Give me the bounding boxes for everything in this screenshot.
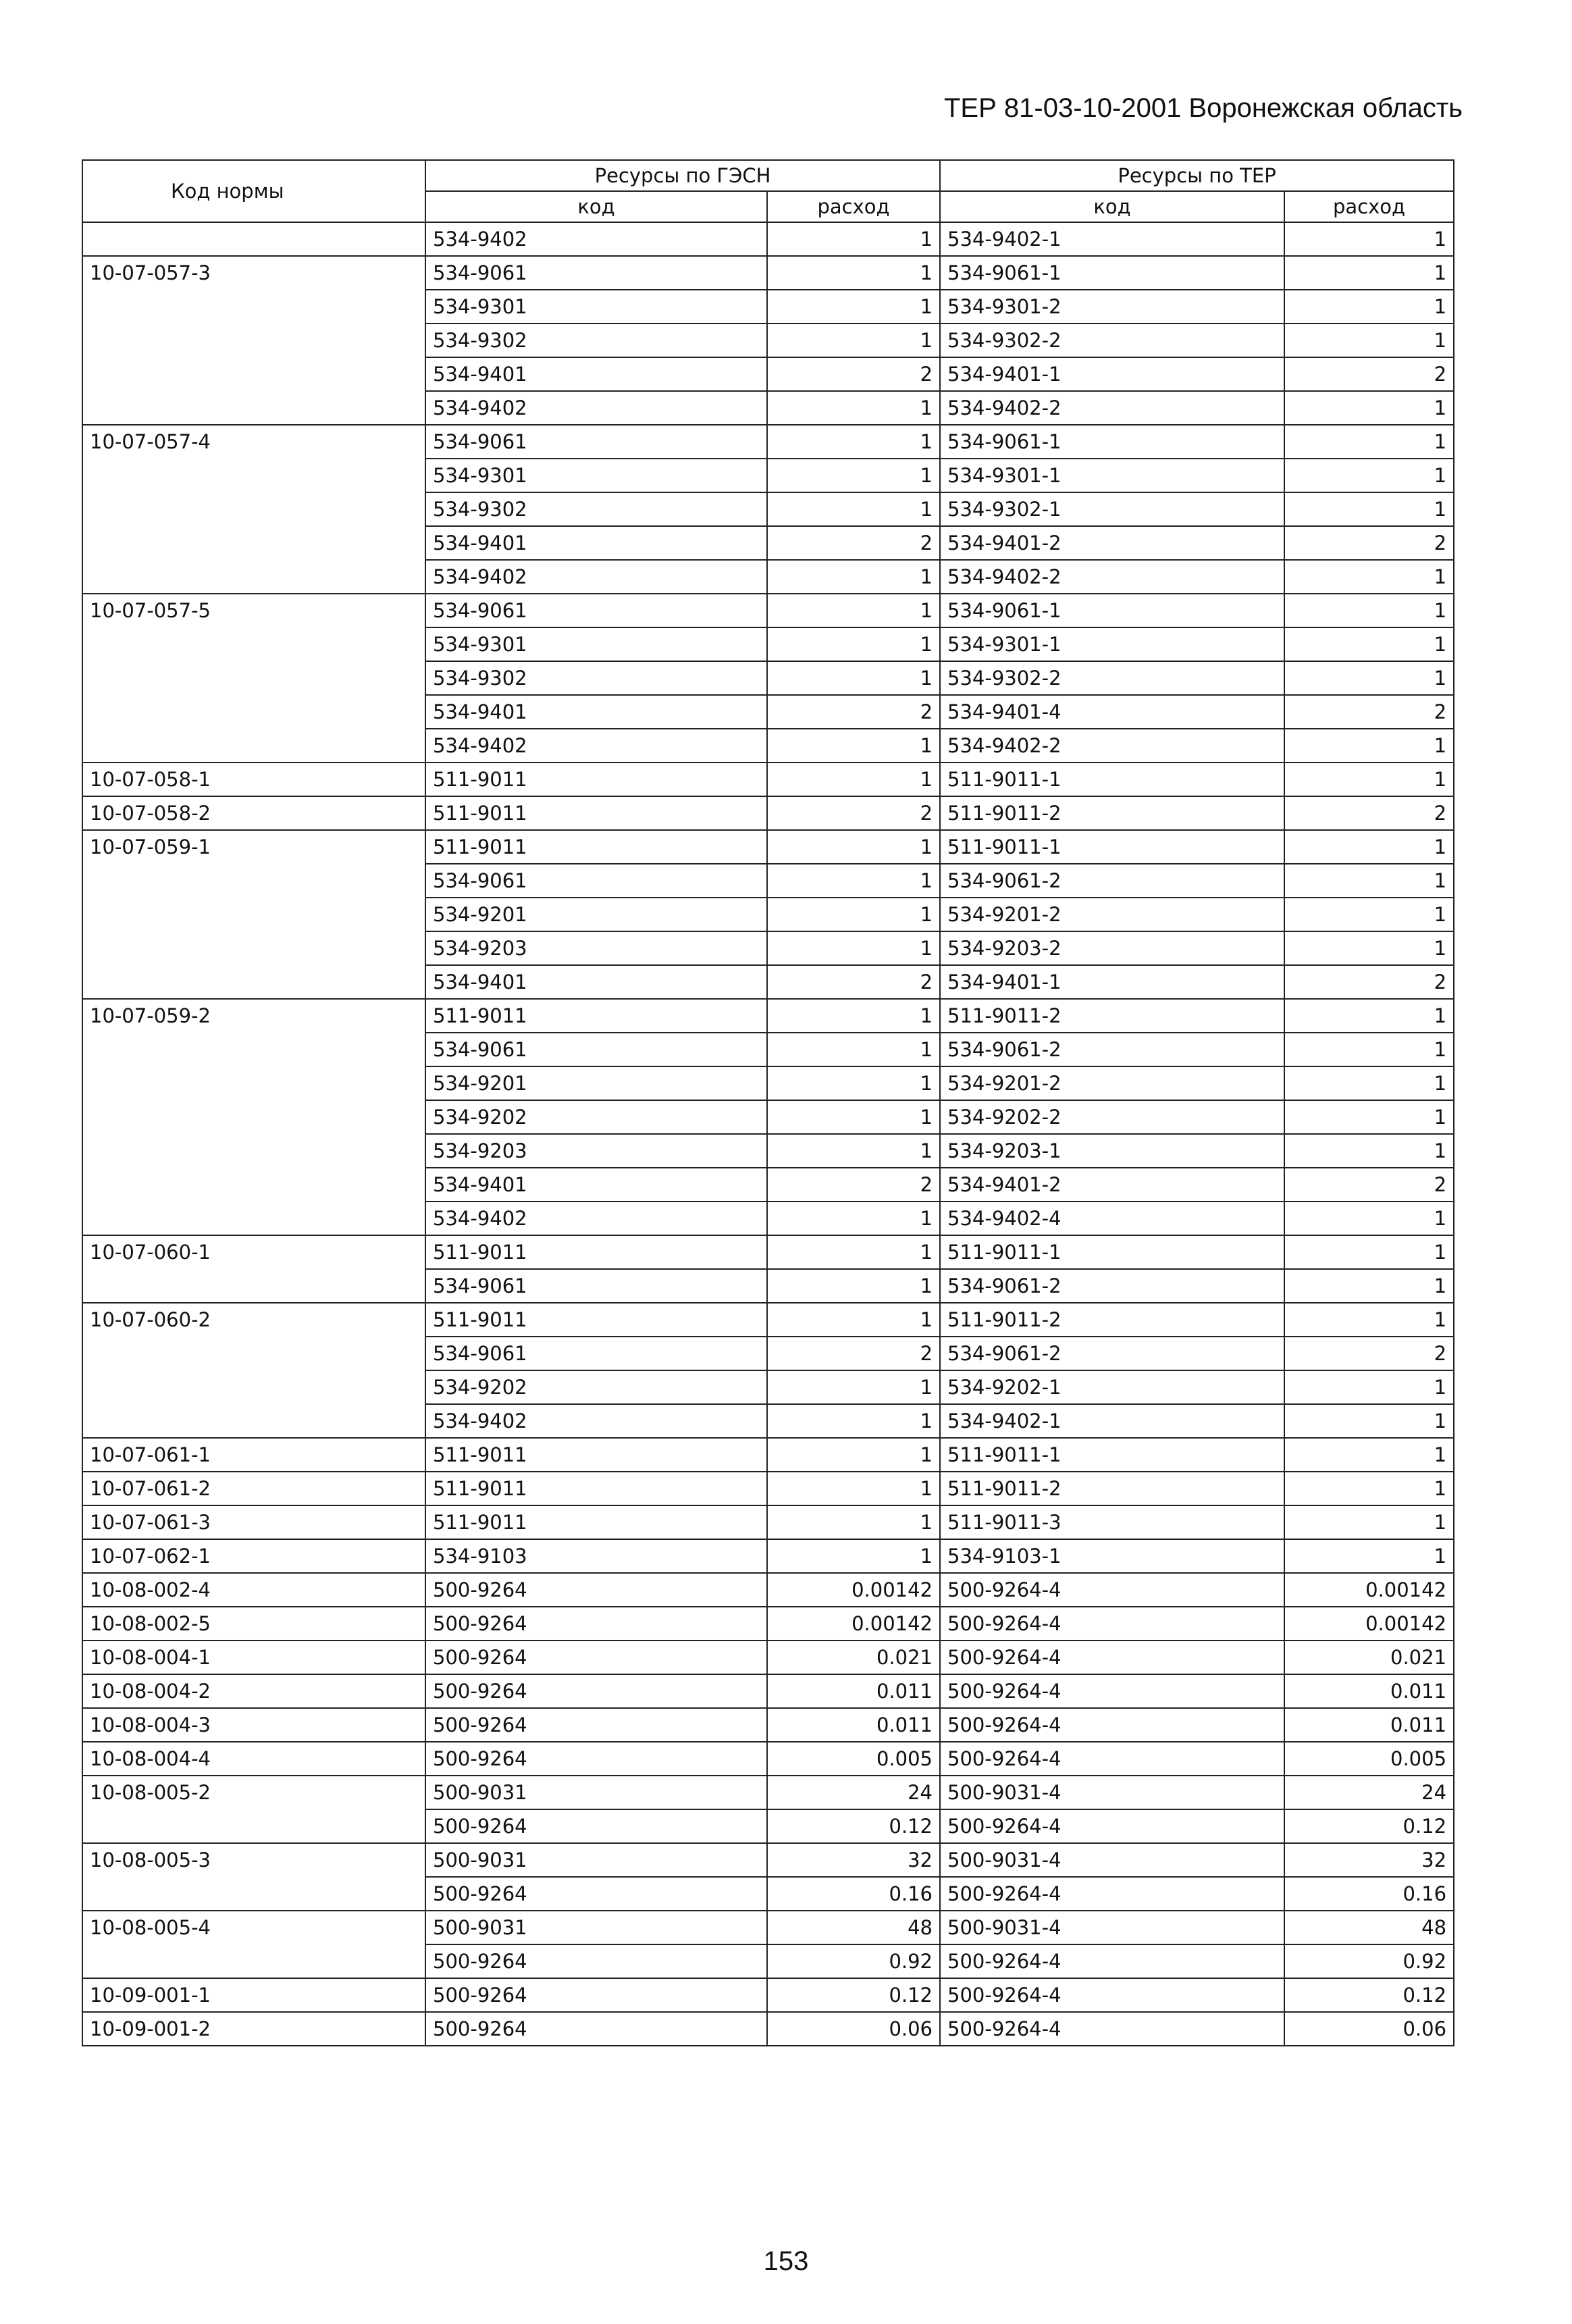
header-ter-code: код: [940, 191, 1284, 222]
table-row: [82, 1742, 1454, 1776]
ter-code-cell: 500-9264-4: [940, 1607, 1284, 1641]
ter-code-cell: 534-9401-1: [940, 357, 1284, 391]
gesn-rate-cell: 2: [767, 796, 940, 830]
norm-code-cell: 10-08-004-1: [82, 1641, 425, 1674]
gesn-rate-cell: 1: [767, 763, 940, 796]
ter-code-cell: 534-9302-1: [940, 492, 1284, 526]
resource-table: [82, 159, 1455, 2046]
ter-code-cell: 534-9061-2: [940, 1337, 1284, 1370]
gesn-rate-cell: 0.00142: [767, 1607, 940, 1641]
gesn-code-cell: 500-9264: [425, 1742, 767, 1776]
gesn-code-cell: 534-9301: [425, 459, 767, 492]
gesn-code-cell: 534-9302: [425, 324, 767, 357]
ter-code-cell: 534-9201-2: [940, 1066, 1284, 1100]
table-row: [82, 1438, 1454, 1472]
ter-rate-cell: 0.005: [1284, 1742, 1454, 1776]
gesn-rate-cell: 1: [767, 1438, 940, 1472]
ter-rate-cell: 0.12: [1284, 1978, 1454, 2012]
ter-code-cell: 500-9264-4: [940, 1877, 1284, 1911]
ter-rate-cell: 0.06: [1284, 2012, 1454, 2046]
ter-rate-cell: 2: [1284, 1168, 1454, 1202]
gesn-rate-cell: 1: [767, 1472, 940, 1505]
gesn-code-cell: 534-9401: [425, 526, 767, 560]
table-row: [82, 594, 1454, 627]
page-number: 153: [763, 2246, 809, 2276]
ter-rate-cell: 1: [1284, 324, 1454, 357]
table-row: [82, 1607, 1454, 1641]
table-row: [82, 1978, 1454, 2012]
gesn-rate-cell: 1: [767, 459, 940, 492]
ter-rate-cell: 1: [1284, 729, 1454, 763]
ter-code-cell: 500-9264-4: [940, 1674, 1284, 1708]
ter-code-cell: 534-9201-2: [940, 898, 1284, 931]
gesn-code-cell: 534-9402: [425, 1404, 767, 1438]
gesn-code-cell: 511-9011: [425, 1438, 767, 1472]
gesn-code-cell: 534-9402: [425, 1202, 767, 1235]
norm-code-cell: [82, 222, 425, 256]
norm-code-cell: 10-07-060-2: [82, 1303, 425, 1438]
norm-code-cell: 10-07-059-2: [82, 999, 425, 1235]
gesn-rate-cell: 1: [767, 1134, 940, 1168]
ter-rate-cell: 0.12: [1284, 1809, 1454, 1843]
ter-code-cell: 534-9301-2: [940, 290, 1284, 324]
ter-code-cell: 534-9203-1: [940, 1134, 1284, 1168]
gesn-code-cell: 534-9201: [425, 898, 767, 931]
norm-code-cell: 10-08-005-4: [82, 1911, 425, 1978]
gesn-code-cell: 500-9264: [425, 1978, 767, 2012]
gesn-rate-cell: 48: [767, 1911, 940, 1944]
ter-rate-cell: 1: [1284, 864, 1454, 898]
ter-code-cell: 534-9061-2: [940, 1269, 1284, 1303]
gesn-rate-cell: 1: [767, 222, 940, 256]
ter-rate-cell: 1: [1284, 1269, 1454, 1303]
table-row: [82, 830, 1454, 864]
table-row: [82, 796, 1454, 830]
ter-code-cell: 500-9264-4: [940, 1809, 1284, 1843]
norm-code-cell: 10-08-002-5: [82, 1607, 425, 1641]
table-row: [82, 222, 1454, 256]
norm-code-cell: 10-07-057-5: [82, 594, 425, 763]
ter-code-cell: 511-9011-1: [940, 1438, 1284, 1472]
ter-code-cell: 534-9061-1: [940, 256, 1284, 290]
ter-code-cell: 534-9401-1: [940, 965, 1284, 999]
gesn-code-cell: 511-9011: [425, 1303, 767, 1337]
ter-code-cell: 534-9061-2: [940, 1033, 1284, 1066]
ter-rate-cell: 2: [1284, 796, 1454, 830]
ter-rate-cell: 0.00142: [1284, 1607, 1454, 1641]
ter-rate-cell: 1: [1284, 492, 1454, 526]
gesn-code-cell: 534-9302: [425, 492, 767, 526]
header-ter-resources: Ресурсы по ТЕР: [940, 160, 1454, 191]
ter-rate-cell: 1: [1284, 898, 1454, 931]
ter-code-cell: 534-9401-4: [940, 695, 1284, 729]
gesn-code-cell: 534-9061: [425, 1033, 767, 1066]
gesn-rate-cell: 1: [767, 1269, 940, 1303]
ter-code-cell: 500-9264-4: [940, 1978, 1284, 2012]
gesn-rate-cell: 24: [767, 1776, 940, 1809]
table-row: [82, 1573, 1454, 1607]
norm-code-cell: 10-07-058-1: [82, 763, 425, 796]
norm-code-cell: 10-08-002-4: [82, 1573, 425, 1607]
ter-rate-cell: 1: [1284, 1235, 1454, 1269]
ter-rate-cell: 1: [1284, 256, 1454, 290]
ter-rate-cell: 1: [1284, 763, 1454, 796]
ter-rate-cell: 1: [1284, 1472, 1454, 1505]
ter-code-cell: 534-9202-1: [940, 1370, 1284, 1404]
ter-code-cell: 500-9031-4: [940, 1776, 1284, 1809]
gesn-code-cell: 511-9011: [425, 1505, 767, 1539]
gesn-code-cell: 534-9203: [425, 931, 767, 965]
ter-rate-cell: 1: [1284, 1303, 1454, 1337]
table-row: [82, 1674, 1454, 1708]
ter-rate-cell: 1: [1284, 1202, 1454, 1235]
gesn-rate-cell: 1: [767, 661, 940, 695]
ter-rate-cell: 2: [1284, 1337, 1454, 1370]
ter-code-cell: 534-9402-2: [940, 391, 1284, 425]
ter-code-cell: 500-9031-4: [940, 1911, 1284, 1944]
ter-rate-cell: 1: [1284, 1370, 1454, 1404]
gesn-code-cell: 534-9401: [425, 965, 767, 999]
table-row: [82, 1641, 1454, 1674]
table-row: [82, 999, 1454, 1033]
gesn-rate-cell: 1: [767, 1370, 940, 1404]
gesn-rate-cell: 2: [767, 1168, 940, 1202]
gesn-rate-cell: 2: [767, 965, 940, 999]
gesn-rate-cell: 1: [767, 290, 940, 324]
ter-code-cell: 511-9011-2: [940, 1472, 1284, 1505]
table-body: [82, 222, 1454, 2046]
table-header: [82, 160, 1454, 222]
gesn-code-cell: 500-9264: [425, 1708, 767, 1742]
gesn-rate-cell: 0.92: [767, 1944, 940, 1978]
gesn-code-cell: 500-9031: [425, 1843, 767, 1877]
ter-code-cell: 500-9264-4: [940, 1573, 1284, 1607]
table-row: [82, 1911, 1454, 1944]
gesn-rate-cell: 2: [767, 1337, 940, 1370]
gesn-rate-cell: 0.011: [767, 1674, 940, 1708]
ter-code-cell: 534-9401-2: [940, 1168, 1284, 1202]
ter-code-cell: 500-9264-4: [940, 1708, 1284, 1742]
norm-code-cell: 10-07-059-1: [82, 830, 425, 999]
ter-code-cell: 534-9402-2: [940, 729, 1284, 763]
gesn-rate-cell: 1: [767, 898, 940, 931]
gesn-code-cell: 500-9264: [425, 1674, 767, 1708]
norm-code-cell: 10-07-061-2: [82, 1472, 425, 1505]
gesn-code-cell: 534-9402: [425, 222, 767, 256]
ter-rate-cell: 1: [1284, 661, 1454, 695]
ter-code-cell: 500-9264-4: [940, 2012, 1284, 2046]
ter-rate-cell: 2: [1284, 357, 1454, 391]
gesn-code-cell: 511-9011: [425, 1472, 767, 1505]
ter-rate-cell: 1: [1284, 627, 1454, 661]
gesn-rate-cell: 1: [767, 931, 940, 965]
gesn-rate-cell: 0.06: [767, 2012, 940, 2046]
ter-rate-cell: 1: [1284, 830, 1454, 864]
table-row: [82, 1235, 1454, 1269]
table-row: [82, 1505, 1454, 1539]
page-header: ТЕР 81-03-10-2001 Воронежская область: [943, 93, 1463, 123]
ter-code-cell: 534-9301-1: [940, 459, 1284, 492]
ter-rate-cell: 48: [1284, 1911, 1454, 1944]
ter-rate-cell: 1: [1284, 560, 1454, 594]
table-row: [82, 1843, 1454, 1877]
gesn-rate-cell: 1: [767, 391, 940, 425]
norm-code-cell: 10-08-005-2: [82, 1776, 425, 1843]
table-row: [82, 256, 1454, 290]
ter-code-cell: 500-9264-4: [940, 1944, 1284, 1978]
gesn-code-cell: 534-9302: [425, 661, 767, 695]
ter-rate-cell: 0.92: [1284, 1944, 1454, 1978]
gesn-code-cell: 500-9264: [425, 1607, 767, 1641]
gesn-code-cell: 534-9061: [425, 864, 767, 898]
norm-code-cell: 10-09-001-1: [82, 1978, 425, 2012]
gesn-rate-cell: 0.16: [767, 1877, 940, 1911]
table-row: [82, 1472, 1454, 1505]
gesn-code-cell: 534-9402: [425, 391, 767, 425]
gesn-rate-cell: 1: [767, 1033, 940, 1066]
ter-code-cell: 500-9031-4: [940, 1843, 1284, 1877]
gesn-code-cell: 534-9301: [425, 290, 767, 324]
table-row: [82, 763, 1454, 796]
gesn-rate-cell: 2: [767, 695, 940, 729]
header-gesn-resources: Ресурсы по ГЭСН: [425, 160, 940, 191]
gesn-code-cell: 500-9264: [425, 1877, 767, 1911]
ter-code-cell: 534-9103-1: [940, 1539, 1284, 1573]
gesn-code-cell: 534-9402: [425, 560, 767, 594]
gesn-rate-cell: 1: [767, 999, 940, 1033]
norm-code-cell: 10-09-001-2: [82, 2012, 425, 2046]
gesn-rate-cell: 1: [767, 324, 940, 357]
ter-rate-cell: 1: [1284, 222, 1454, 256]
ter-rate-cell: 0.00142: [1284, 1573, 1454, 1607]
header-gesn-rate: расход: [767, 191, 940, 222]
ter-code-cell: 511-9011-2: [940, 1303, 1284, 1337]
header-norm-code: Код нормы: [82, 160, 425, 222]
norm-code-cell: 10-07-061-1: [82, 1438, 425, 1472]
table-row: [82, 1708, 1454, 1742]
gesn-rate-cell: 1: [767, 1100, 940, 1134]
table-row: [82, 425, 1454, 459]
ter-rate-cell: 1: [1284, 459, 1454, 492]
ter-code-cell: 534-9402-2: [940, 560, 1284, 594]
norm-code-cell: 10-07-058-2: [82, 796, 425, 830]
ter-rate-cell: 1: [1284, 1033, 1454, 1066]
gesn-code-cell: 500-9031: [425, 1911, 767, 1944]
norm-code-cell: 10-07-057-3: [82, 256, 425, 425]
gesn-code-cell: 534-9401: [425, 695, 767, 729]
gesn-rate-cell: 1: [767, 864, 940, 898]
gesn-rate-cell: 1: [767, 627, 940, 661]
gesn-rate-cell: 1: [767, 425, 940, 459]
ter-code-cell: 534-9301-1: [940, 627, 1284, 661]
norm-code-cell: 10-07-062-1: [82, 1539, 425, 1573]
ter-code-cell: 511-9011-2: [940, 999, 1284, 1033]
norm-code-cell: 10-07-057-4: [82, 425, 425, 594]
gesn-code-cell: 534-9203: [425, 1134, 767, 1168]
ter-rate-cell: 0.011: [1284, 1708, 1454, 1742]
table-row: [82, 1303, 1454, 1337]
table-row: [82, 1776, 1454, 1809]
ter-rate-cell: 1: [1284, 1505, 1454, 1539]
header-gesn-code: код: [425, 191, 767, 222]
norm-code-cell: 10-08-004-2: [82, 1674, 425, 1708]
gesn-code-cell: 511-9011: [425, 796, 767, 830]
ter-code-cell: 511-9011-1: [940, 763, 1284, 796]
gesn-code-cell: 500-9264: [425, 1573, 767, 1607]
gesn-code-cell: 534-9061: [425, 1269, 767, 1303]
gesn-code-cell: 511-9011: [425, 999, 767, 1033]
gesn-rate-cell: 0.12: [767, 1809, 940, 1843]
gesn-code-cell: 534-9202: [425, 1100, 767, 1134]
ter-rate-cell: 1: [1284, 1134, 1454, 1168]
gesn-rate-cell: 0.005: [767, 1742, 940, 1776]
gesn-rate-cell: 0.00142: [767, 1573, 940, 1607]
ter-code-cell: 534-9302-2: [940, 661, 1284, 695]
gesn-rate-cell: 1: [767, 560, 940, 594]
gesn-rate-cell: 1: [767, 1202, 940, 1235]
gesn-rate-cell: 0.12: [767, 1978, 940, 2012]
gesn-rate-cell: 32: [767, 1843, 940, 1877]
ter-code-cell: 511-9011-1: [940, 1235, 1284, 1269]
norm-code-cell: 10-07-061-3: [82, 1505, 425, 1539]
gesn-rate-cell: 1: [767, 1303, 940, 1337]
ter-rate-cell: 0.021: [1284, 1641, 1454, 1674]
ter-rate-cell: 1: [1284, 594, 1454, 627]
ter-code-cell: 534-9402-1: [940, 1404, 1284, 1438]
gesn-code-cell: 534-9061: [425, 1337, 767, 1370]
table-row: [82, 2012, 1454, 2046]
gesn-code-cell: 500-9264: [425, 1809, 767, 1843]
table-row: [82, 1539, 1454, 1573]
gesn-code-cell: 534-9402: [425, 729, 767, 763]
ter-rate-cell: 1: [1284, 1438, 1454, 1472]
norm-code-cell: 10-08-004-4: [82, 1742, 425, 1776]
ter-rate-cell: 1: [1284, 1100, 1454, 1134]
ter-rate-cell: 2: [1284, 965, 1454, 999]
ter-rate-cell: 2: [1284, 526, 1454, 560]
gesn-rate-cell: 1: [767, 256, 940, 290]
ter-code-cell: 511-9011-1: [940, 830, 1284, 864]
ter-code-cell: 534-9402-4: [940, 1202, 1284, 1235]
gesn-rate-cell: 2: [767, 357, 940, 391]
ter-code-cell: 534-9061-1: [940, 594, 1284, 627]
gesn-code-cell: 534-9301: [425, 627, 767, 661]
gesn-rate-cell: 1: [767, 492, 940, 526]
gesn-rate-cell: 1: [767, 594, 940, 627]
gesn-rate-cell: 1: [767, 1066, 940, 1100]
norm-code-cell: 10-07-060-1: [82, 1235, 425, 1303]
ter-rate-cell: 1: [1284, 999, 1454, 1033]
gesn-code-cell: 500-9264: [425, 1641, 767, 1674]
ter-rate-cell: 2: [1284, 695, 1454, 729]
gesn-code-cell: 500-9264: [425, 1944, 767, 1978]
ter-rate-cell: 24: [1284, 1776, 1454, 1809]
ter-code-cell: 534-9203-2: [940, 931, 1284, 965]
ter-rate-cell: 0.011: [1284, 1674, 1454, 1708]
gesn-code-cell: 500-9031: [425, 1776, 767, 1809]
ter-rate-cell: 1: [1284, 1404, 1454, 1438]
gesn-code-cell: 534-9061: [425, 594, 767, 627]
ter-rate-cell: 1: [1284, 1066, 1454, 1100]
gesn-code-cell: 511-9011: [425, 1235, 767, 1269]
ter-code-cell: 534-9061-1: [940, 425, 1284, 459]
header-ter-rate: расход: [1284, 191, 1454, 222]
norm-code-cell: 10-08-005-3: [82, 1843, 425, 1911]
gesn-rate-cell: 1: [767, 1539, 940, 1573]
gesn-rate-cell: 1: [767, 729, 940, 763]
gesn-rate-cell: 2: [767, 526, 940, 560]
gesn-code-cell: 534-9201: [425, 1066, 767, 1100]
gesn-code-cell: 534-9401: [425, 357, 767, 391]
ter-code-cell: 511-9011-3: [940, 1505, 1284, 1539]
gesn-rate-cell: 1: [767, 830, 940, 864]
gesn-rate-cell: 0.021: [767, 1641, 940, 1674]
gesn-rate-cell: 1: [767, 1235, 940, 1269]
gesn-code-cell: 534-9401: [425, 1168, 767, 1202]
ter-rate-cell: 32: [1284, 1843, 1454, 1877]
ter-code-cell: 534-9401-2: [940, 526, 1284, 560]
ter-rate-cell: 1: [1284, 1539, 1454, 1573]
ter-rate-cell: 1: [1284, 425, 1454, 459]
gesn-code-cell: 534-9103: [425, 1539, 767, 1573]
ter-code-cell: 534-9402-1: [940, 222, 1284, 256]
gesn-code-cell: 534-9061: [425, 256, 767, 290]
ter-code-cell: 534-9202-2: [940, 1100, 1284, 1134]
ter-rate-cell: 0.16: [1284, 1877, 1454, 1911]
norm-code-cell: 10-08-004-3: [82, 1708, 425, 1742]
ter-code-cell: 534-9302-2: [940, 324, 1284, 357]
gesn-code-cell: 534-9061: [425, 425, 767, 459]
ter-rate-cell: 1: [1284, 391, 1454, 425]
ter-code-cell: 534-9061-2: [940, 864, 1284, 898]
gesn-rate-cell: 1: [767, 1505, 940, 1539]
gesn-code-cell: 511-9011: [425, 763, 767, 796]
ter-code-cell: 500-9264-4: [940, 1641, 1284, 1674]
gesn-code-cell: 534-9202: [425, 1370, 767, 1404]
ter-code-cell: 500-9264-4: [940, 1742, 1284, 1776]
gesn-code-cell: 500-9264: [425, 2012, 767, 2046]
ter-rate-cell: 1: [1284, 290, 1454, 324]
gesn-rate-cell: 1: [767, 1404, 940, 1438]
ter-rate-cell: 1: [1284, 931, 1454, 965]
ter-code-cell: 511-9011-2: [940, 796, 1284, 830]
gesn-code-cell: 511-9011: [425, 830, 767, 864]
gesn-rate-cell: 0.011: [767, 1708, 940, 1742]
